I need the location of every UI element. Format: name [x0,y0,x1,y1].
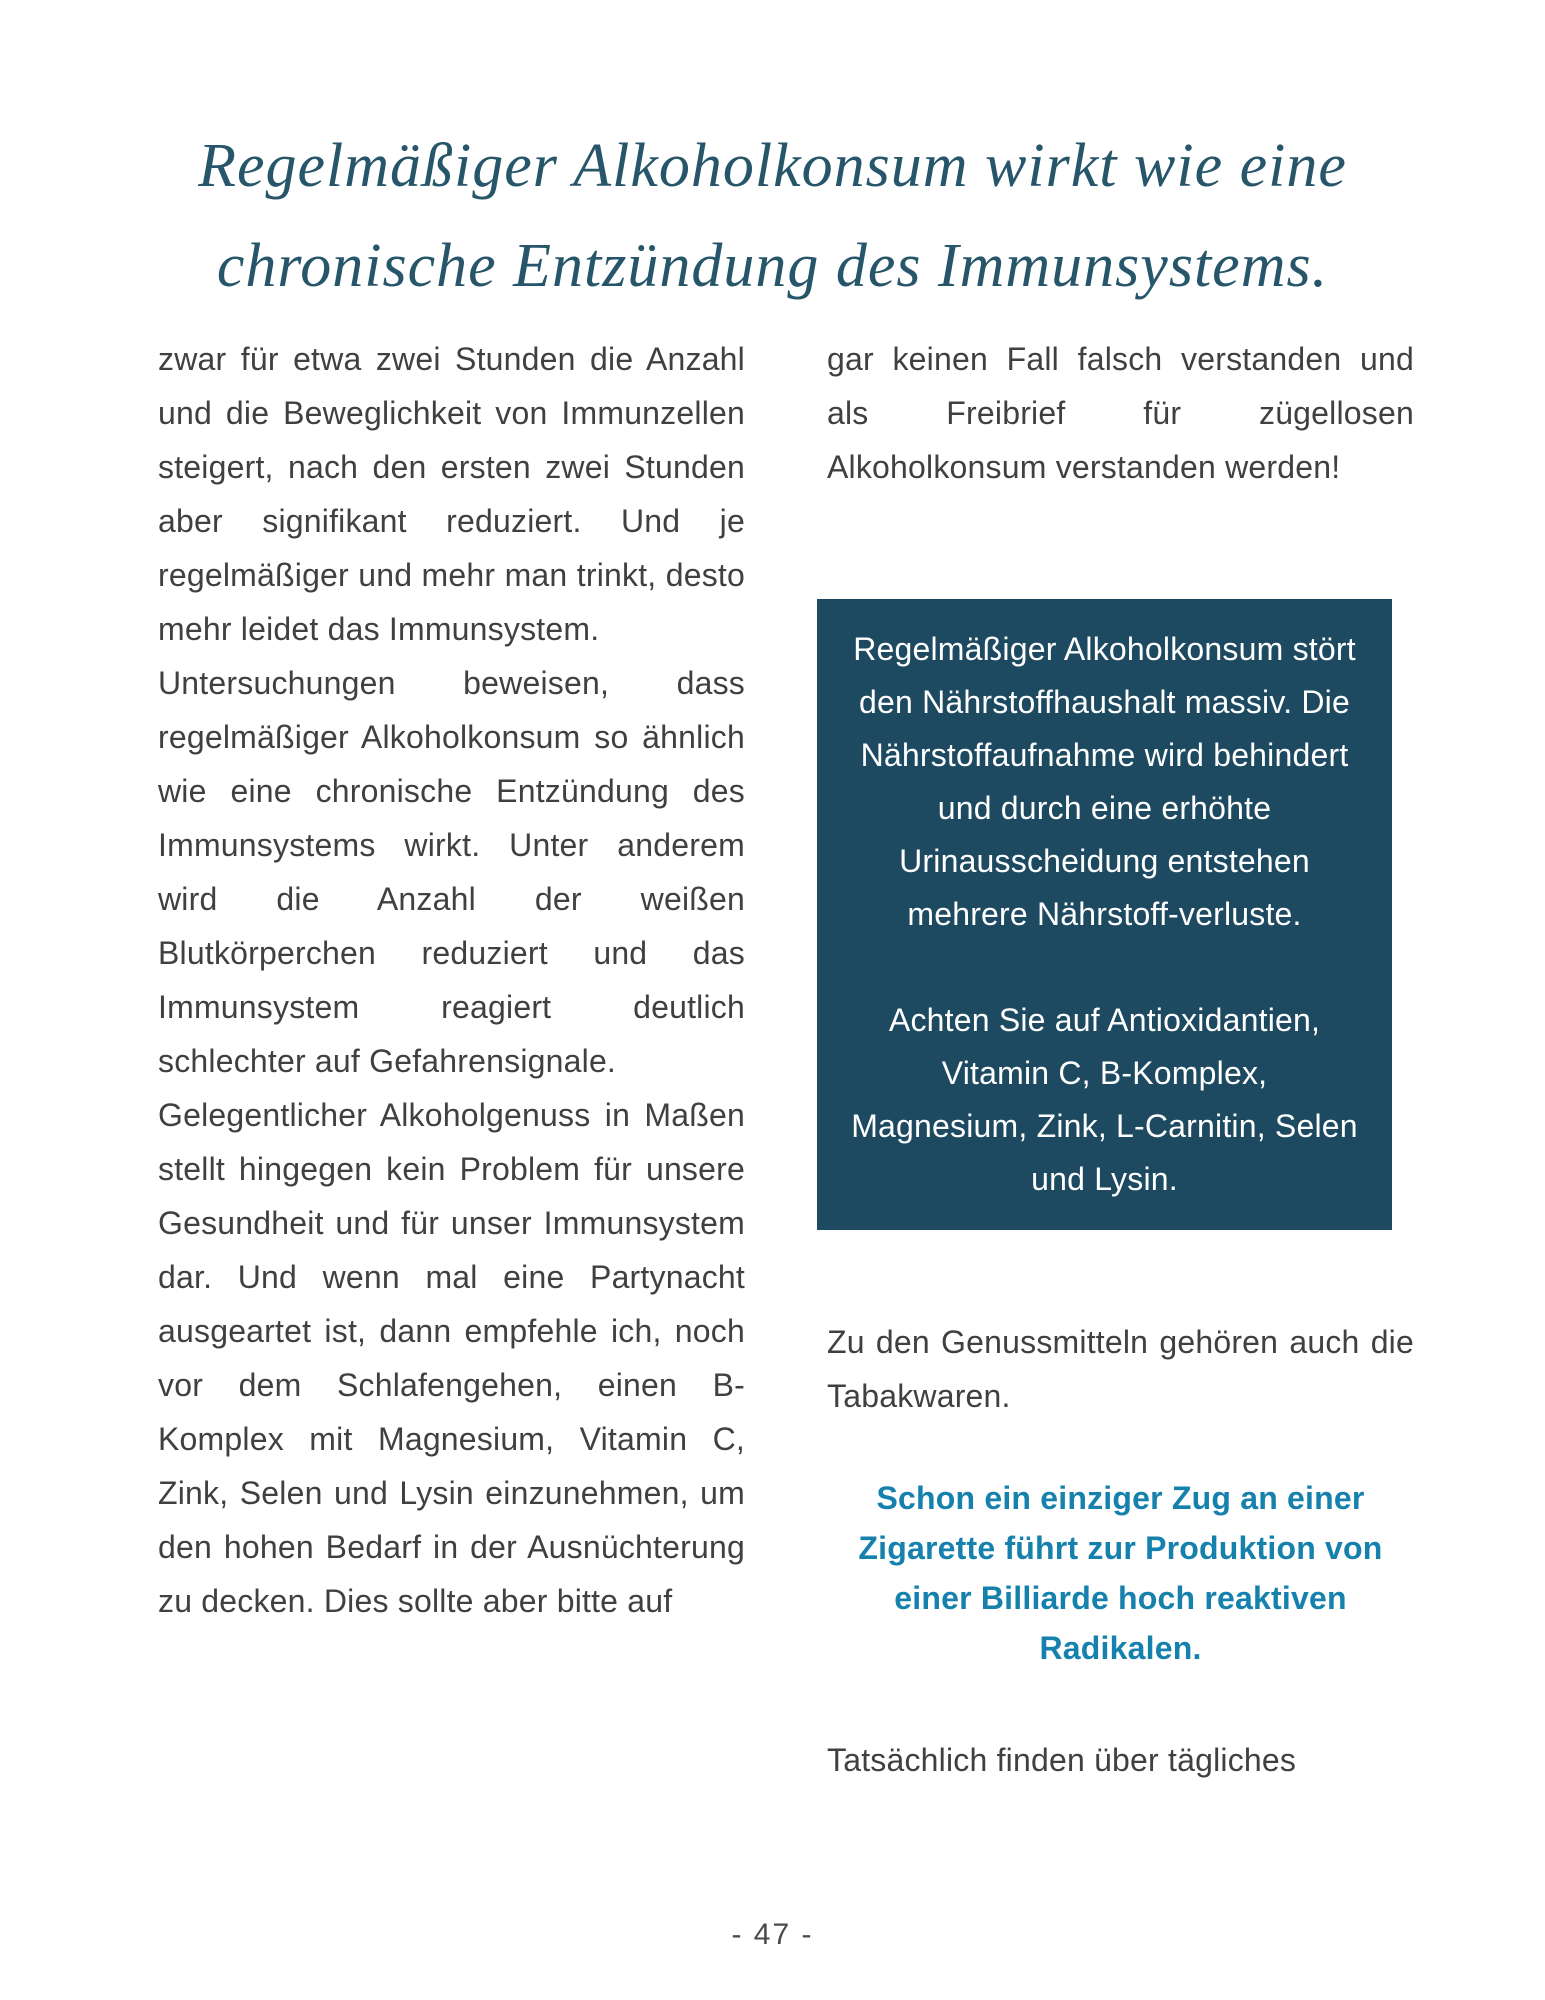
callout-paragraph: Regelmäßiger Alkoholkonsum stört den Nährstoffhaushalt massiv. Die Nährstoffaufnahme wird behindert und durch eine erhöhte Urinausscheidung entstehen mehrere Nährstoff-verluste. [853,631,1356,932]
body-paragraph: zwar für etwa zwei Stunden die Anzahl und die Beweglichkeit von Immunzellen steigert, nach den ersten zwei Stunden aber signifikant reduziert. Und je regelmäßiger und mehr man trinkt, desto mehr leidet das Immunsystem. [158,341,745,647]
callout-box [817,599,1392,1230]
body-paragraph: Zu den Genussmitteln gehören auch die Tabakwaren. [827,1324,1414,1414]
page-number: - 47 - [731,1918,814,1951]
highlight-quote: Schon ein einziger Zug an einer Zigarette führt zur Produktion von einer Billiarde hoch reaktiven Radikalen. [858,1480,1383,1666]
page-title-line-1: Regelmäßiger Alkoholkonsum wirkt wie eine [198,132,1347,200]
left-column [158,332,745,1787]
body-paragraph: Gelegentlicher Alkoholgenuss in Maßen stellt hingegen kein Problem für unsere Gesundheit und für unser Immunsystem dar. Und wenn mal eine Partynacht ausgeartet ist, dann empfehle ich, noch vor dem Schlafengehen, einen B-Komplex mit Magnesium, Vitamin C, Zink, Selen und Lysin einzunehmen, um den hohen Bedarf in der Ausnüchterung zu decken. Dies sollte aber bitte auf [158,1097,745,1619]
body-paragraph: Tatsächlich finden über tägliches [827,1742,1297,1778]
page-title [0,0,1545,316]
two-column-layout [158,332,1414,1787]
right-column [827,332,1414,1787]
body-paragraph: gar keinen Fall falsch verstanden und als Freibrief für zügellosen Alkoholkonsum verstanden werden! [827,341,1414,485]
callout-paragraph: Achten Sie auf Antioxidantien, Vitamin C, B-Komplex, Magnesium, Zink, L-Carnitin, Selen und Lysin. [851,1002,1358,1197]
page-title-line-2: chronische Entzündung des Immunsystems. [216,232,1329,300]
body-paragraph: Untersuchungen beweisen, dass regelmäßiger Alkoholkonsum so ähnlich wie eine chronische Entzündung des Immunsystems wirkt. Unter anderem wird die Anzahl der weißen Blutkörperchen reduziert und das Immunsystem reagiert deutlich schlechter auf Gefahrensignale. [158,665,745,1079]
